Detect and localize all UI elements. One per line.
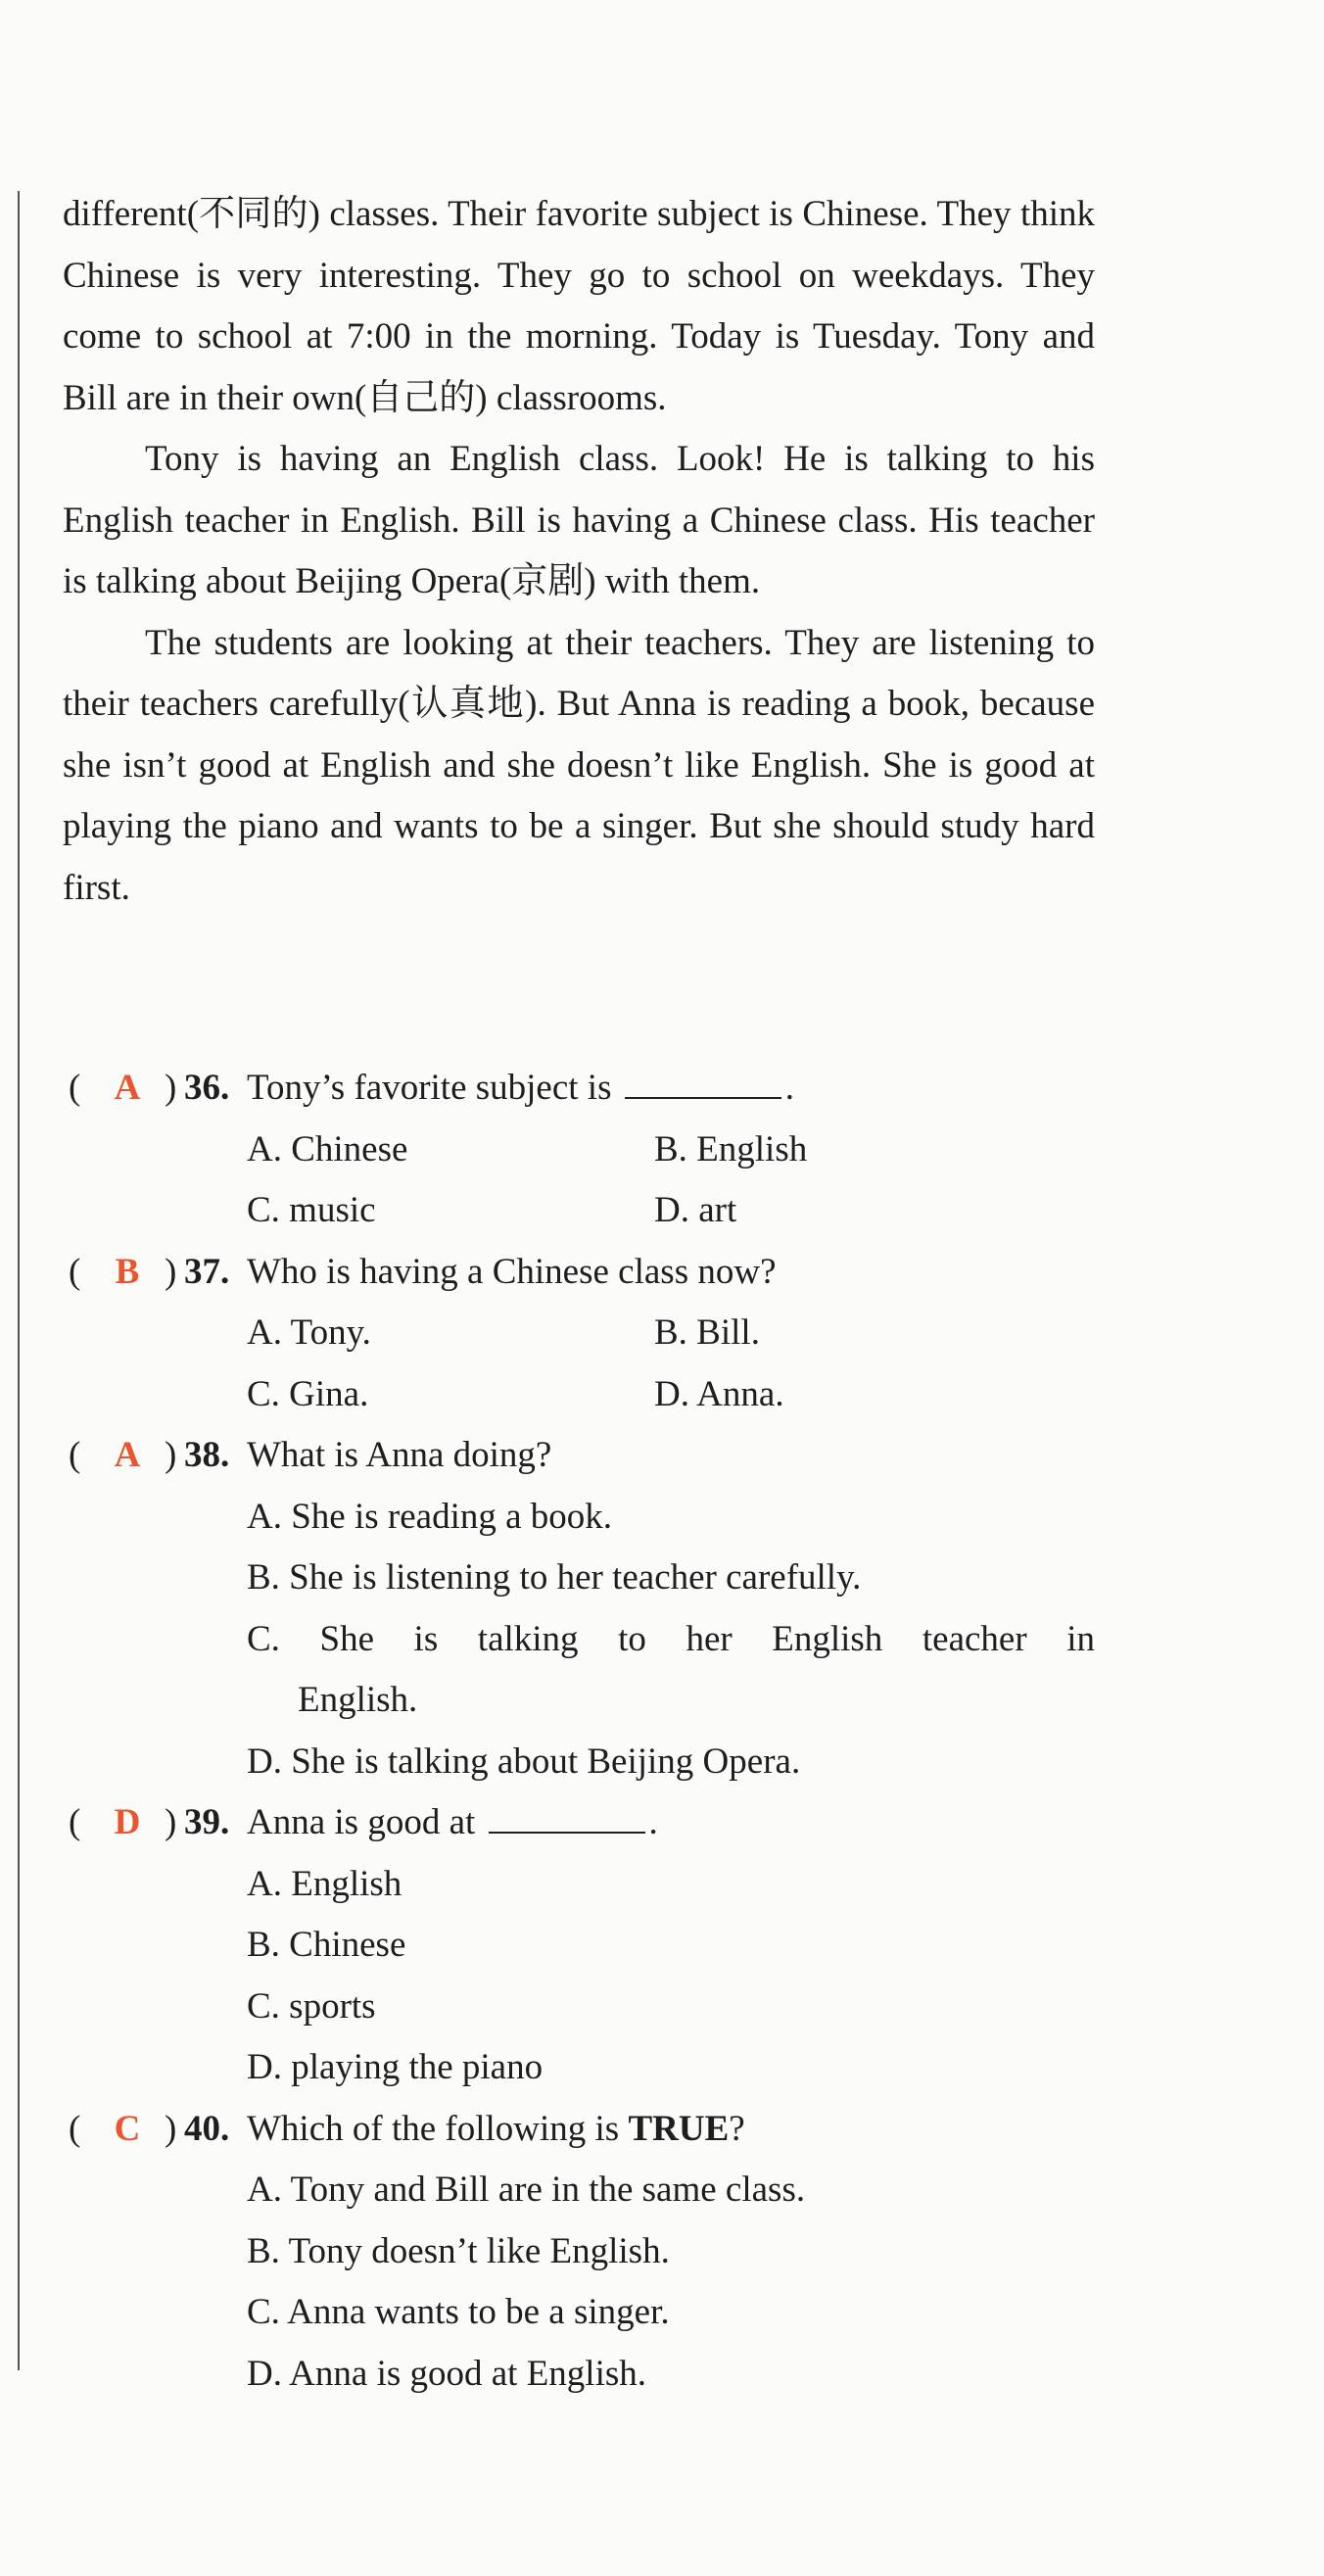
answer-bracket-open: (	[69, 1435, 81, 1475]
question-number-40: 40.	[184, 2108, 230, 2149]
option-36-b: B. English	[654, 1128, 808, 1169]
question-37	[63, 1242, 1095, 1304]
option-36-d: D. art	[654, 1190, 737, 1230]
question-number-38: 38.	[184, 1435, 230, 1475]
answer-blank	[625, 1058, 781, 1099]
emphasis-true: TRUE	[628, 2108, 730, 2149]
options-row	[63, 2037, 1095, 2099]
option-38-c: C. She is talking to her English teacher in	[247, 1618, 1095, 1659]
options-row	[63, 2221, 1095, 2283]
question-stem-40: Which of the following is TRUE?	[247, 2108, 745, 2149]
option-39-a: A. English	[247, 1863, 402, 1904]
answer-bracket-open: (	[69, 1251, 81, 1292]
options-row	[63, 1120, 1095, 1181]
passage-paragraph-3: The students are looking at their teachers. They are listening to their teachers carefully(认真地). But Anna is reading a book, because she isn’t good at English and she doesn’t like English. She is good at playing the piano and wants to be a singer. But she should study hard first.	[63, 622, 1095, 908]
question-stem-36: Tony’s favorite subject is .	[247, 1058, 794, 1120]
option-39-b: B. Chinese	[247, 1925, 406, 1965]
options-row	[63, 2344, 1095, 2406]
question-number-36: 36.	[184, 1068, 230, 1108]
options-row	[63, 1670, 1095, 1732]
answer-37: B	[115, 1251, 140, 1292]
answer-36: A	[114, 1068, 141, 1108]
option-39-c: C. sports	[247, 1985, 376, 2027]
option-40-c: C. Anna wants to be a singer.	[247, 2292, 670, 2332]
answer-bracket-open: (	[69, 2108, 81, 2149]
options-row	[63, 1977, 1095, 2038]
answer-40: C	[114, 2108, 141, 2149]
answer-bracket-close: )	[165, 2108, 177, 2149]
answer-39: D	[114, 1802, 141, 1842]
option-37-d: D. Anna.	[654, 1373, 784, 1414]
question-39	[63, 1792, 1095, 1854]
options-row	[63, 1364, 1095, 1426]
options-row	[63, 1303, 1095, 1364]
option-38-c-continuation: English.	[298, 1680, 418, 1720]
answer-bracket-close: )	[165, 1251, 177, 1292]
option-40-b: B. Tony doesn’t like English.	[247, 2230, 670, 2271]
option-38-d: D. She is talking about Beijing Opera.	[247, 1741, 801, 1782]
question-38	[63, 1425, 1095, 1487]
question-number-39: 39.	[184, 1802, 230, 1842]
answer-bracket-open: (	[69, 1068, 81, 1108]
options-row	[63, 2282, 1095, 2344]
option-39-d: D. playing the piano	[247, 2047, 544, 2087]
left-margin-rule	[18, 191, 20, 2370]
option-40-d: D. Anna is good at English.	[247, 2353, 647, 2394]
options-row	[63, 1854, 1095, 1916]
answer-blank	[489, 1792, 645, 1834]
answer-bracket-close: )	[165, 1068, 177, 1108]
question-40	[63, 2099, 1095, 2161]
question-stem-39: Anna is good at .	[247, 1792, 658, 1854]
question-list	[63, 1058, 1095, 2405]
question-stem-38: What is Anna doing?	[247, 1435, 552, 1475]
answer-bracket-close: )	[165, 1435, 177, 1475]
options-row	[63, 1915, 1095, 1977]
option-40-a: A. Tony and Bill are in the same class.	[247, 2170, 806, 2210]
options-row	[63, 2160, 1095, 2221]
answer-38: A	[114, 1435, 141, 1475]
passage-paragraph-2: Tony is having an English class. Look! He is talking to his English teacher in English. Bill is having a Chinese class. His teacher is talking about Beijing Opera(京剧) with them.	[63, 439, 1095, 601]
option-37-b: B. Bill.	[654, 1312, 760, 1353]
answer-bracket-open: (	[69, 1802, 81, 1842]
options-row	[63, 1732, 1095, 1793]
reading-passage	[63, 184, 1095, 919]
passage-paragraph-1: different(不同的) classes. Their favorite subject is Chinese. They think Chinese is very interesting. They go to school on weekdays. They come to school at 7:00 in the morning. Today is Tuesday. Tony and Bill are in their own(自己的) classrooms.	[63, 194, 1095, 418]
option-38-a: A. She is reading a book.	[247, 1496, 613, 1537]
question-stem-37: Who is having a Chinese class now?	[247, 1251, 777, 1292]
options-row	[63, 1548, 1095, 1609]
option-36-a: A. Chinese	[247, 1128, 408, 1169]
options-row	[63, 1609, 1095, 1671]
options-row	[63, 1487, 1095, 1549]
options-row	[63, 1180, 1095, 1242]
option-38-b: B. She is listening to her teacher carefully.	[247, 1557, 862, 1598]
question-number-37: 37.	[184, 1251, 230, 1292]
option-37-c: C. Gina.	[247, 1373, 369, 1414]
option-36-c: C. music	[247, 1190, 376, 1230]
question-36	[63, 1058, 1095, 1120]
answer-bracket-close: )	[165, 1802, 177, 1842]
option-37-a: A. Tony.	[247, 1312, 371, 1353]
